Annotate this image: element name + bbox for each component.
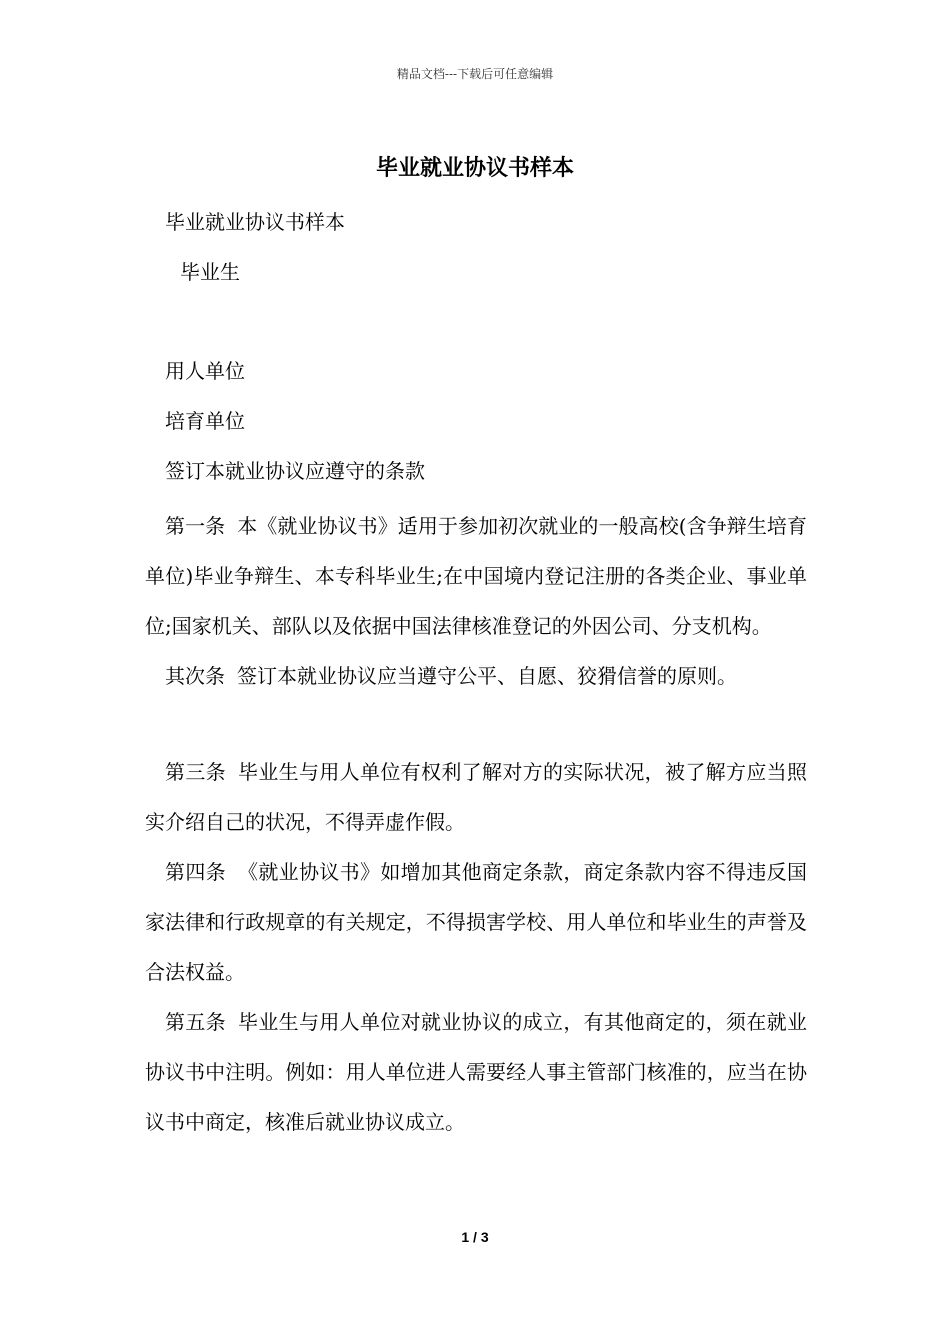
blank-space xyxy=(145,701,807,747)
clause-text: 本《就业协议书》适用于参加初次就业的一般高校(含争辩生培育单位)毕业争辩生、本专科毕业生;在中国境内登记注册的各类企业、事业单位;国家机关、部队以及依据中国法律核准登记的外因公司、分支机构。 xyxy=(145,514,807,638)
clause-text: 《就业协议书》如增加其他商定条款，商定条款内容不得违反国家法律和行政规章的有关规定，不得损害学校、用人单位和毕业生的声誉及合法权益。 xyxy=(145,860,807,984)
clause-5 xyxy=(145,997,807,1147)
clause-text: 毕业生与用人单位有权利了解对方的实际状况，被了解方应当照实介绍自己的状况，不得弄虚作假。 xyxy=(145,760,807,834)
clause-4 xyxy=(145,847,807,997)
field-training-unit: 培育单位 xyxy=(165,409,245,433)
document-body xyxy=(145,202,807,1147)
clause-2 xyxy=(145,651,807,701)
clause-label: 其次条 xyxy=(165,664,225,688)
clause-label: 第一条 xyxy=(165,514,226,538)
blank-space xyxy=(145,302,807,351)
page-number: 1 / 3 xyxy=(461,1229,489,1245)
page-header: 精品文档---下载后可任意编辑 xyxy=(396,67,554,81)
document-subtitle: 毕业就业协议书样本 xyxy=(165,210,345,234)
document-title: 毕业就业协议书样本 xyxy=(375,155,574,181)
clause-label: 第五条 xyxy=(165,1010,226,1034)
field-employer: 用人单位 xyxy=(165,359,245,383)
clause-label: 第三条 xyxy=(165,760,226,784)
clause-text: 毕业生与用人单位对就业协议的成立，有其他商定的，须在就业协议书中注明。例如：用人单位进人需要经人事主管部门核准的，应当在协议书中商定，核准后就业协议成立。 xyxy=(145,1010,807,1134)
field-graduate: 毕业生 xyxy=(180,260,240,284)
clause-3 xyxy=(145,747,807,847)
clause-text: 签订本就业协议应当遵守公平、自愿、狡猾信誉的原则。 xyxy=(237,664,737,688)
clauses-heading: 签订本就业协议应遵守的条款 xyxy=(165,459,425,483)
clause-1 xyxy=(145,501,807,651)
clause-label: 第四条 xyxy=(165,860,226,884)
